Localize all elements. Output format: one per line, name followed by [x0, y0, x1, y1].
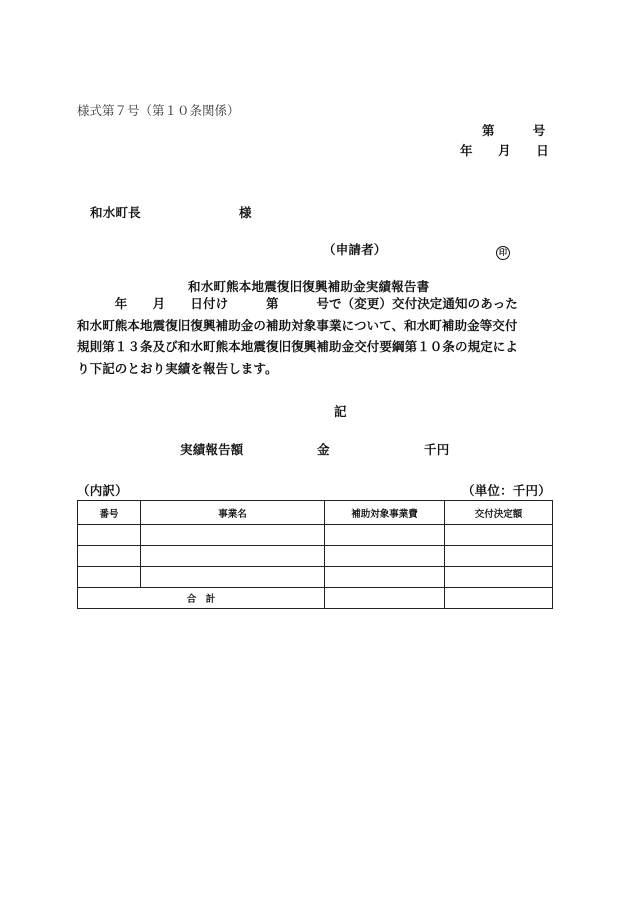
- breakdown-table: [77, 500, 553, 609]
- document-title: 和水町熊本地震復旧復興補助金実績報告書: [188, 279, 430, 294]
- table-cell[interactable]: [141, 567, 325, 588]
- column-header-number: 番号: [78, 501, 141, 525]
- total-decided-amount-cell[interactable]: [445, 588, 553, 609]
- table-cell[interactable]: [325, 525, 445, 546]
- body-line-4: り下記のとおり実績を報告します。: [77, 360, 278, 376]
- body-paragraph: [77, 293, 557, 379]
- body-line-2: 和水町熊本地震復旧復興補助金の補助対象事業について、和水町補助金等交付: [77, 317, 518, 333]
- form-number: 様式第７号（第１０条関係）: [77, 103, 240, 118]
- table-cell[interactable]: [78, 567, 141, 588]
- document-number: 第 号: [482, 123, 546, 138]
- table-cell[interactable]: [445, 546, 553, 567]
- table-cell[interactable]: [141, 525, 325, 546]
- body-line-3: 規則第１３条及び和水町熊本地震復旧復興補助金交付要綱第１０条の規定によ: [77, 339, 519, 354]
- breakdown-label: （内訳）: [77, 483, 128, 498]
- total-label: 合 計: [78, 588, 325, 609]
- table-cell[interactable]: [325, 567, 445, 588]
- document-date: 年 月 日: [460, 143, 549, 158]
- table-cell[interactable]: [445, 525, 553, 546]
- column-header-decided-amount: 交付決定額: [445, 501, 553, 525]
- applicant-label: （申請者）: [323, 242, 387, 257]
- table-row: [78, 546, 553, 567]
- ki-heading: 記: [334, 404, 347, 419]
- total-row: [78, 588, 553, 609]
- report-amount-kin: 金: [317, 442, 330, 457]
- table-row: [78, 525, 553, 546]
- body-line-1: 年 月 日付け 第 号で（変更）交付決定通知のあった: [77, 296, 518, 311]
- unit-note: （単位：千円）: [462, 483, 551, 498]
- table-cell[interactable]: [78, 525, 141, 546]
- report-amount-label: 実績報告額: [180, 442, 244, 457]
- recipient-honorific: 様: [239, 205, 252, 220]
- table-cell[interactable]: [78, 546, 141, 567]
- table-header-row: [78, 501, 553, 525]
- recipient-name: 和水町長: [90, 205, 141, 220]
- column-header-project-name: 事業名: [141, 501, 325, 525]
- table-cell[interactable]: [141, 546, 325, 567]
- total-eligible-cost-cell[interactable]: [325, 588, 445, 609]
- table-cell[interactable]: [325, 546, 445, 567]
- table-cell[interactable]: [445, 567, 553, 588]
- report-amount-unit: 千円: [424, 442, 450, 457]
- seal-mark: 印: [496, 246, 510, 260]
- column-header-eligible-cost: 補助対象事業費: [325, 501, 445, 525]
- table-row: [78, 567, 553, 588]
